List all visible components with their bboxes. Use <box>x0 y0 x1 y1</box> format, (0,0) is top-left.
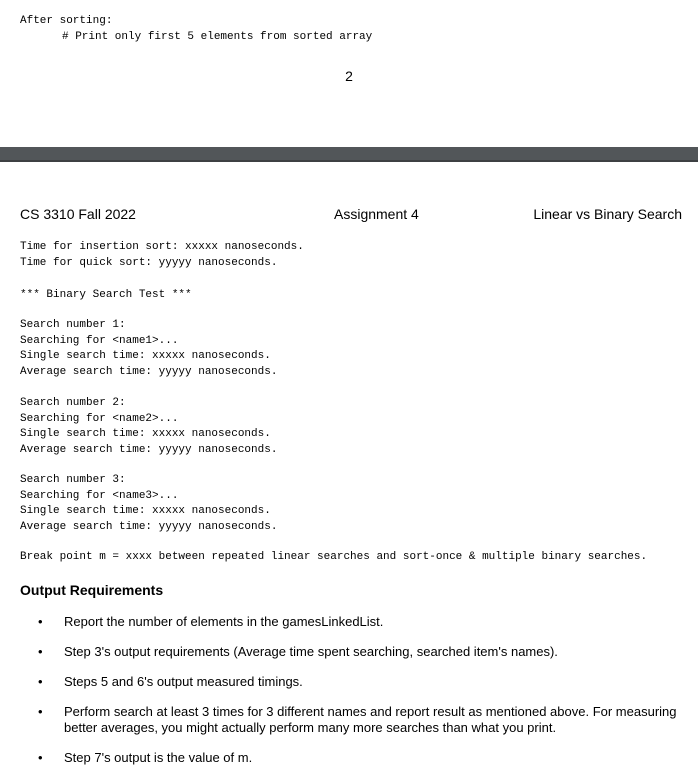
bullet-icon: • <box>38 644 43 659</box>
search-number: Search number 2: <box>20 397 126 409</box>
search-block-1 <box>20 318 277 380</box>
searching-for: Searching for <name1>... <box>20 334 179 347</box>
search-number: Search number 1: <box>20 319 126 331</box>
code-comment-print-first-five: # Print only first 5 elements from sorted array <box>62 31 373 43</box>
search-number: Search number 3: <box>20 474 126 486</box>
search-block-3 <box>20 473 277 535</box>
bullet-icon: • <box>38 704 43 719</box>
list-item <box>20 750 680 766</box>
requirements-list <box>20 614 680 780</box>
average-search-time: Average search time: yyyyy nanoseconds. <box>20 443 278 456</box>
single-search-time: Single search time: xxxxx nanoseconds. <box>20 505 271 517</box>
requirement-text: Steps 5 and 6's output measured timings. <box>64 674 303 689</box>
list-item <box>20 614 680 630</box>
page-divider-edge <box>0 160 698 162</box>
bullet-icon: • <box>38 750 43 765</box>
bullet-icon: • <box>38 614 43 629</box>
quick-sort-time: Time for quick sort: yyyyy nanoseconds. <box>20 256 278 269</box>
header-course: CS 3310 Fall 2022 <box>20 206 136 222</box>
bullet-icon: • <box>38 674 43 689</box>
output-requirements-title: Output Requirements <box>20 582 164 598</box>
search-block-2 <box>20 396 277 458</box>
list-item <box>20 644 680 660</box>
break-point-block <box>20 550 647 566</box>
binary-search-test-title: *** Binary Search Test *** <box>20 289 192 301</box>
average-search-time: Average search time: yyyyy nanoseconds. <box>20 520 278 533</box>
page-number: 2 <box>345 68 353 84</box>
code-line-after-sorting: After sorting: <box>20 15 113 27</box>
searching-for: Searching for <name3>... <box>20 489 179 502</box>
header-topic: Linear vs Binary Search <box>533 206 682 222</box>
single-search-time: Single search time: xxxxx nanoseconds. <box>20 428 271 440</box>
list-item <box>20 704 680 736</box>
page-divider <box>0 147 698 161</box>
requirement-text: Step 3's output requirements (Average time spent searching, searched item's names). <box>64 644 558 659</box>
list-item <box>20 674 680 690</box>
insertion-sort-time: Time for insertion sort: xxxxx nanoseconds. <box>20 241 304 253</box>
average-search-time: Average search time: yyyyy nanoseconds. <box>20 365 278 378</box>
break-point-line: Break point m = xxxx between repeated linear searches and sort-once & multiple binary searches. <box>20 551 648 563</box>
sort-times-block <box>20 240 304 271</box>
searching-for: Searching for <name2>... <box>20 412 179 425</box>
binary-test-title-block <box>20 288 192 304</box>
single-search-time: Single search time: xxxxx nanoseconds. <box>20 350 271 362</box>
requirement-text: Step 7's output is the value of m. <box>64 750 253 765</box>
requirement-text: Report the number of elements in the gamesLinkedList. <box>64 614 384 629</box>
header-assignment: Assignment 4 <box>334 206 419 222</box>
requirement-text: Perform search at least 3 times for 3 different names and report result as mentioned above. For measuring better averages, you might actually perform many more searches than what you print. <box>64 704 677 735</box>
